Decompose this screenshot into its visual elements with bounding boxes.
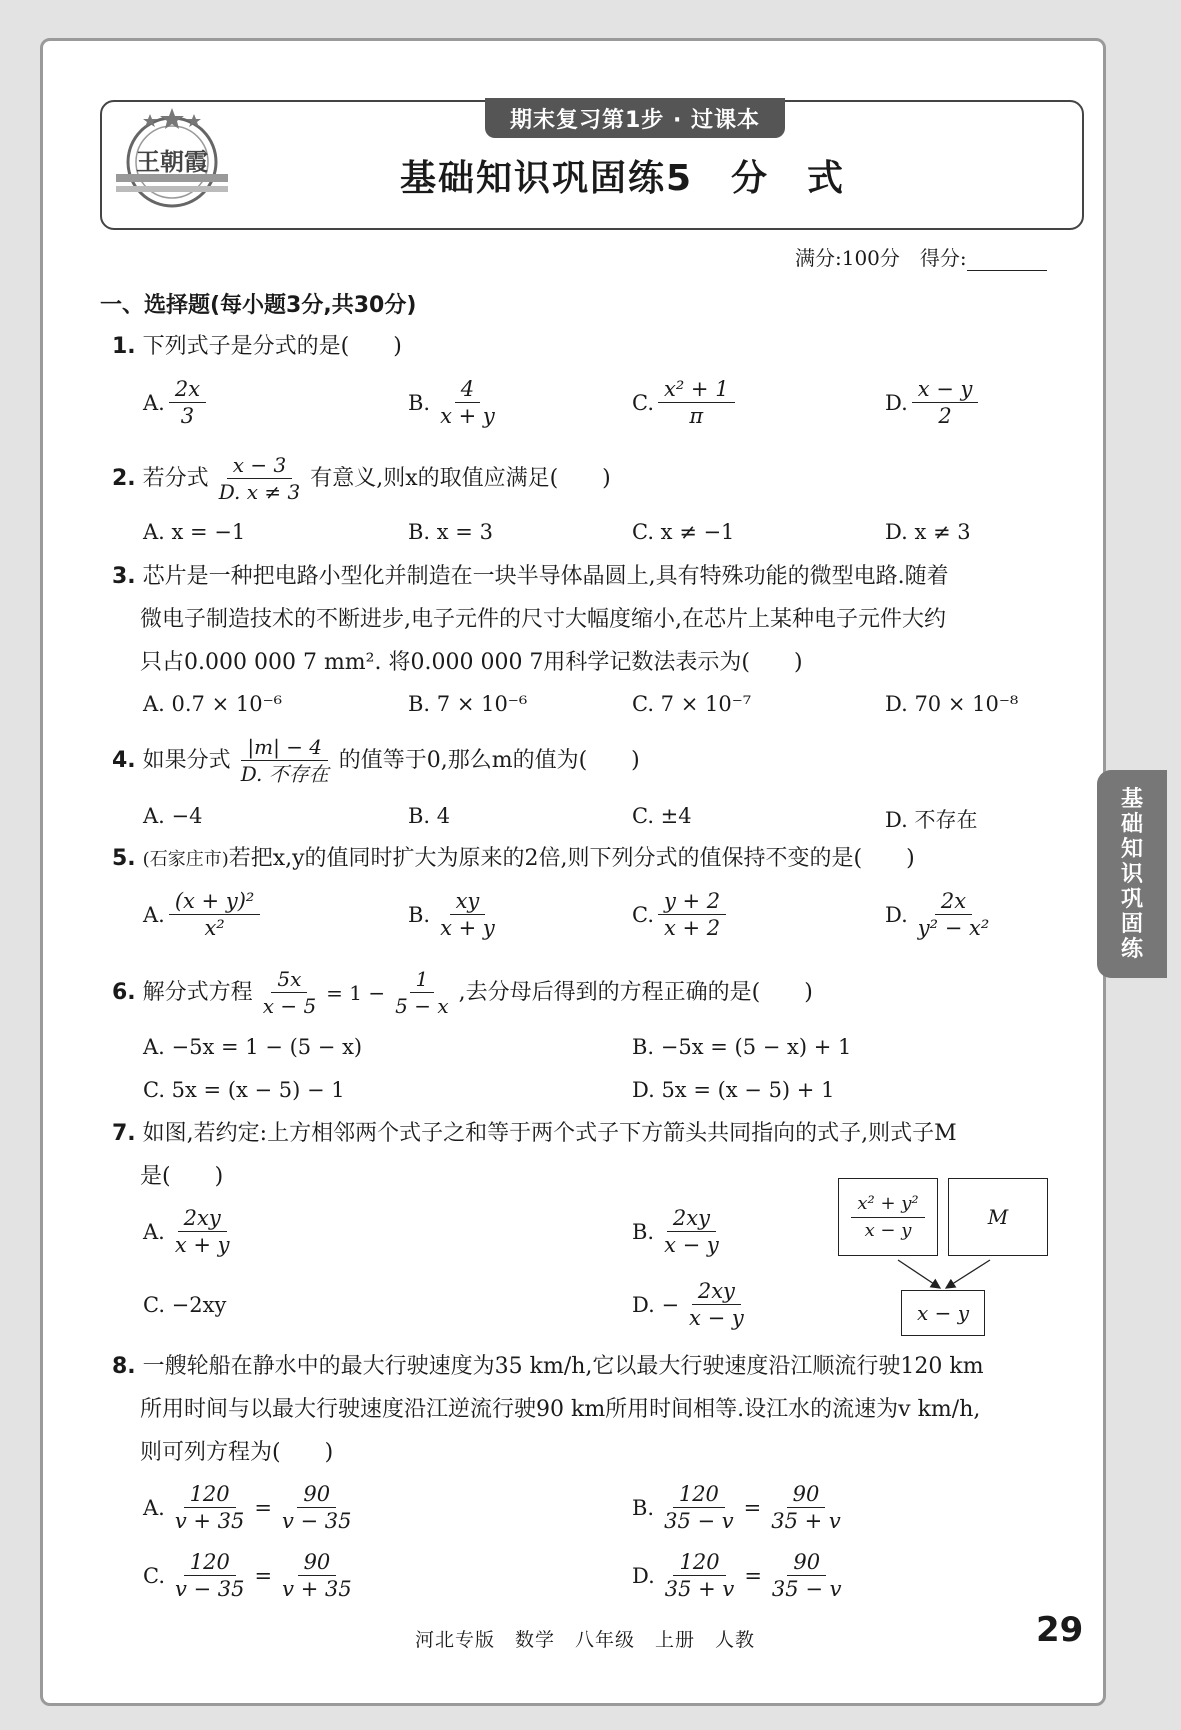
- q5-option-a[interactable]: [143, 888, 264, 941]
- q8-option-c[interactable]: [143, 1549, 362, 1602]
- denominator: D. 不存在: [240, 762, 329, 786]
- question-number: 3.: [112, 564, 136, 589]
- denominator: D. x ≠ 3: [218, 480, 301, 504]
- question-number: 7.: [112, 1121, 136, 1146]
- fraction: [169, 1549, 251, 1602]
- q4-option-a[interactable]: A. −4: [143, 804, 203, 828]
- numerator: 2xy: [667, 1205, 716, 1232]
- question-text: 有意义,则x的取值应满足( ): [310, 465, 611, 491]
- fraction: [766, 1549, 848, 1602]
- denominator: v + 35: [174, 1509, 245, 1533]
- diagram-arrows-icon: [880, 1254, 1020, 1294]
- question-text: 的值等于0,那么m的值为( ): [338, 747, 640, 773]
- fraction: [434, 888, 501, 941]
- question-1: [112, 333, 402, 361]
- numerator: 2xy: [692, 1278, 741, 1305]
- fraction: [658, 376, 735, 429]
- fraction: [851, 1191, 924, 1244]
- question-source: (石家庄市): [142, 849, 229, 870]
- side-tab-char: 识: [1120, 861, 1143, 887]
- numerator: 120: [673, 1549, 725, 1576]
- denominator: x − 5: [262, 994, 317, 1018]
- side-tab-char: 知: [1120, 836, 1143, 862]
- fraction: [213, 452, 307, 505]
- q8-option-a[interactable]: [143, 1481, 362, 1534]
- score-line: [795, 242, 1047, 271]
- q1-option-a[interactable]: [143, 376, 210, 429]
- option-label: B.: [408, 902, 431, 927]
- q7-option-a[interactable]: [143, 1205, 240, 1258]
- fraction: [276, 1481, 358, 1534]
- q5-option-b[interactable]: [408, 888, 505, 941]
- denominator: v + 35: [282, 1577, 352, 1601]
- header-tab: 期末复习第1步 · 过课本: [485, 98, 785, 138]
- option-label: A.: [143, 902, 165, 927]
- diagram-box-result: x − y: [901, 1290, 985, 1336]
- logo-text: 王朝霞: [136, 147, 208, 176]
- question-text: ,去分母后得到的方程正确的是( ): [458, 979, 813, 1005]
- numerator: y + 2: [658, 888, 726, 915]
- q3-option-d[interactable]: D. 70 × 10⁻⁸: [885, 692, 1019, 716]
- denominator: 2: [938, 404, 952, 428]
- q2-option-d[interactable]: D. x ≠ 3: [885, 520, 971, 544]
- denominator: 3: [180, 404, 195, 428]
- page-title: 基础知识巩固练5 分 式: [400, 158, 846, 199]
- fraction: [276, 1549, 358, 1602]
- question-text: 如果分式: [142, 747, 231, 773]
- denominator: x − y: [664, 1233, 719, 1257]
- option-label: D.: [885, 390, 908, 415]
- page-number: 29: [1036, 1610, 1084, 1650]
- fraction: [658, 1205, 725, 1258]
- q3-option-b[interactable]: B. 7 × 10⁻⁶: [408, 692, 528, 716]
- fraction: [235, 734, 335, 787]
- question-8: [112, 1353, 984, 1381]
- denominator: 35 + v: [771, 1509, 841, 1533]
- numerator: 1: [410, 966, 435, 993]
- q3-option-c[interactable]: C. 7 × 10⁻⁷: [632, 692, 752, 716]
- denominator: x + y: [440, 404, 495, 428]
- question-8-line-3: 则可列方程为( ): [140, 1440, 334, 1465]
- fraction: [434, 376, 501, 429]
- option-label: B.: [408, 390, 431, 415]
- denominator: x²: [204, 916, 225, 940]
- diagram-box-top-left: [838, 1178, 938, 1256]
- numerator: 5x: [271, 966, 307, 993]
- numerator: 90: [298, 1549, 337, 1576]
- score-label: 满分:100分 得分:: [795, 246, 967, 270]
- equals-sign: =: [254, 1563, 273, 1588]
- numerator: 2xy: [178, 1205, 227, 1232]
- score-blank[interactable]: [967, 252, 1047, 271]
- denominator: x − y: [689, 1306, 744, 1330]
- equals-sign: =: [743, 1495, 762, 1520]
- q8-option-b[interactable]: [632, 1481, 851, 1534]
- option-label: A.: [143, 1219, 165, 1244]
- question-3-line-3: 只占0.000 000 7 mm². 将0.000 000 7用科学记数法表示为( ): [140, 650, 803, 675]
- fraction: [169, 1205, 236, 1258]
- denominator: x + y: [174, 1233, 230, 1257]
- denominator: y² − x²: [917, 916, 990, 940]
- question-2: [112, 452, 611, 505]
- denominator: x + 2: [664, 916, 721, 940]
- q4-option-d[interactable]: D. 不存在: [885, 808, 978, 832]
- question-4: [112, 734, 640, 787]
- side-tab-char: 基: [1120, 786, 1143, 812]
- denominator: x − y: [864, 1219, 912, 1241]
- q1-option-c[interactable]: [632, 376, 739, 429]
- numerator: (x + y)²: [169, 888, 260, 915]
- q3-option-a[interactable]: A. 0.7 × 10⁻⁶: [143, 692, 283, 716]
- question-number: 6.: [112, 979, 136, 1005]
- q2-option-b[interactable]: B. x = 3: [408, 520, 493, 544]
- fraction: [765, 1481, 847, 1534]
- denominator: x + y: [440, 916, 495, 940]
- side-tab-char: 练: [1120, 936, 1143, 962]
- question-text: 若分式: [142, 465, 209, 491]
- denominator: 35 − v: [664, 1509, 734, 1533]
- question-6: [112, 966, 813, 1019]
- fraction: [912, 888, 996, 941]
- footer-text: 河北专版 数学 八年级 上册 人教: [415, 1629, 756, 1651]
- fraction: [389, 966, 454, 1019]
- question-number: 5.: [112, 846, 136, 871]
- q7-option-d[interactable]: [632, 1278, 754, 1331]
- question-number: 4.: [112, 747, 136, 773]
- fraction: [658, 1481, 740, 1534]
- q2-option-c[interactable]: C. x ≠ −1: [632, 520, 735, 544]
- option-label: B.: [632, 1219, 655, 1244]
- fraction: [659, 1549, 741, 1602]
- q6-option-d[interactable]: D. 5x = (x − 5) + 1: [632, 1078, 835, 1102]
- q7-option-c[interactable]: C. −2xy: [143, 1293, 227, 1317]
- side-tab-char: 础: [1120, 811, 1143, 837]
- numerator: 90: [297, 1481, 336, 1508]
- numerator: |m| − 4: [241, 734, 328, 761]
- option-label: C.: [632, 390, 654, 415]
- question-text: 若把x,y的值同时扩大为原来的2倍,则下列分式的值保持不变的是( ): [228, 846, 915, 871]
- numerator: x − y: [912, 376, 979, 403]
- q1-option-d[interactable]: [885, 376, 982, 429]
- denominator: 35 − v: [771, 1577, 842, 1601]
- question-7-line-2: 是( ): [140, 1164, 224, 1189]
- question-text: 一艘轮船在静水中的最大行驶速度为35 km/h,它以最大行驶速度沿江顺流行驶120 km: [142, 1354, 984, 1379]
- side-tab-char: 巩: [1120, 886, 1143, 912]
- q8-option-d[interactable]: [632, 1549, 851, 1602]
- question-text: 解分式方程: [142, 979, 253, 1005]
- side-tab: [1097, 770, 1167, 978]
- numerator: 4: [455, 376, 480, 403]
- numerator: 120: [673, 1481, 725, 1508]
- question-text: 如图,若约定:上方相邻两个式子之和等于两个式子下方箭头共同指向的式子,则式子M: [142, 1121, 957, 1146]
- q6-option-a[interactable]: A. −5x = 1 − (5 − x): [143, 1035, 363, 1059]
- numerator: x² + y²: [851, 1191, 924, 1218]
- denominator: π: [689, 404, 704, 428]
- question-7: [112, 1120, 957, 1148]
- section-heading: 一、选择题(每小题3分,共30分): [100, 293, 417, 318]
- q1-option-b[interactable]: [408, 376, 505, 429]
- denominator: v − 35: [175, 1577, 245, 1601]
- option-label: B.: [632, 1495, 655, 1520]
- equation-part: = 1 −: [326, 980, 386, 1005]
- fraction: [257, 966, 322, 1019]
- q6-option-c[interactable]: C. 5x = (x − 5) − 1: [143, 1078, 345, 1102]
- q5-option-d[interactable]: [885, 888, 999, 941]
- question-number: 1.: [112, 334, 136, 359]
- fraction: [658, 888, 726, 941]
- numerator: x² + 1: [658, 376, 735, 403]
- numerator: 2x: [935, 888, 972, 915]
- q6-option-b[interactable]: B. −5x = (5 − x) + 1: [632, 1035, 852, 1059]
- numerator: 90: [787, 1549, 826, 1576]
- diagram-box-m: M: [948, 1178, 1048, 1256]
- q4-option-b[interactable]: B. 4: [408, 804, 451, 828]
- numerator: x − 3: [227, 452, 292, 479]
- option-label: C.: [143, 1563, 165, 1588]
- option-label: D. −: [632, 1292, 680, 1317]
- q2-option-a[interactable]: A. x = −1: [143, 520, 246, 544]
- numerator: 120: [184, 1549, 236, 1576]
- numerator: 90: [787, 1481, 826, 1508]
- equals-sign: =: [744, 1563, 762, 1588]
- fraction: [169, 376, 206, 429]
- question-5: [112, 845, 915, 874]
- option-label: C.: [632, 902, 654, 927]
- question-3: [112, 563, 949, 591]
- option-label: A.: [143, 390, 165, 415]
- numerator: 2x: [169, 376, 206, 403]
- fraction: [683, 1278, 750, 1331]
- denominator: v − 35: [282, 1509, 352, 1533]
- question-number: 2.: [112, 465, 136, 491]
- option-label: D.: [632, 1563, 655, 1588]
- numerator: 120: [184, 1481, 236, 1508]
- q5-option-c[interactable]: [632, 888, 730, 941]
- q4-option-c[interactable]: C. ±4: [632, 804, 692, 828]
- question-3-line-2: 微电子制造技术的不断进步,电子元件的尺寸大幅度缩小,在芯片上某种电子元件大约: [140, 607, 946, 632]
- logo-seal-icon: [112, 104, 232, 220]
- equals-sign: =: [254, 1495, 272, 1520]
- side-tab-char: 固: [1120, 911, 1143, 937]
- question-number: 8.: [112, 1354, 136, 1379]
- fraction: [169, 1481, 251, 1534]
- question-text: 芯片是一种把电路小型化并制造在一块半导体晶圆上,具有特殊功能的微型电路.随着: [142, 564, 949, 589]
- fraction: [169, 888, 260, 941]
- denominator: 5 − x: [395, 994, 449, 1018]
- option-label: A.: [143, 1495, 165, 1520]
- numerator: xy: [450, 888, 486, 915]
- denominator: 35 + v: [664, 1577, 735, 1601]
- option-label: D.: [885, 902, 908, 927]
- question-8-line-2: 所用时间与以最大行驶速度沿江逆流行驶90 km所用时间相等.设江水的流速为v km/h,: [140, 1397, 981, 1422]
- fraction: [912, 376, 979, 429]
- q7-option-b[interactable]: [632, 1205, 729, 1258]
- question-text: 下列式子是分式的是( ): [142, 334, 402, 359]
